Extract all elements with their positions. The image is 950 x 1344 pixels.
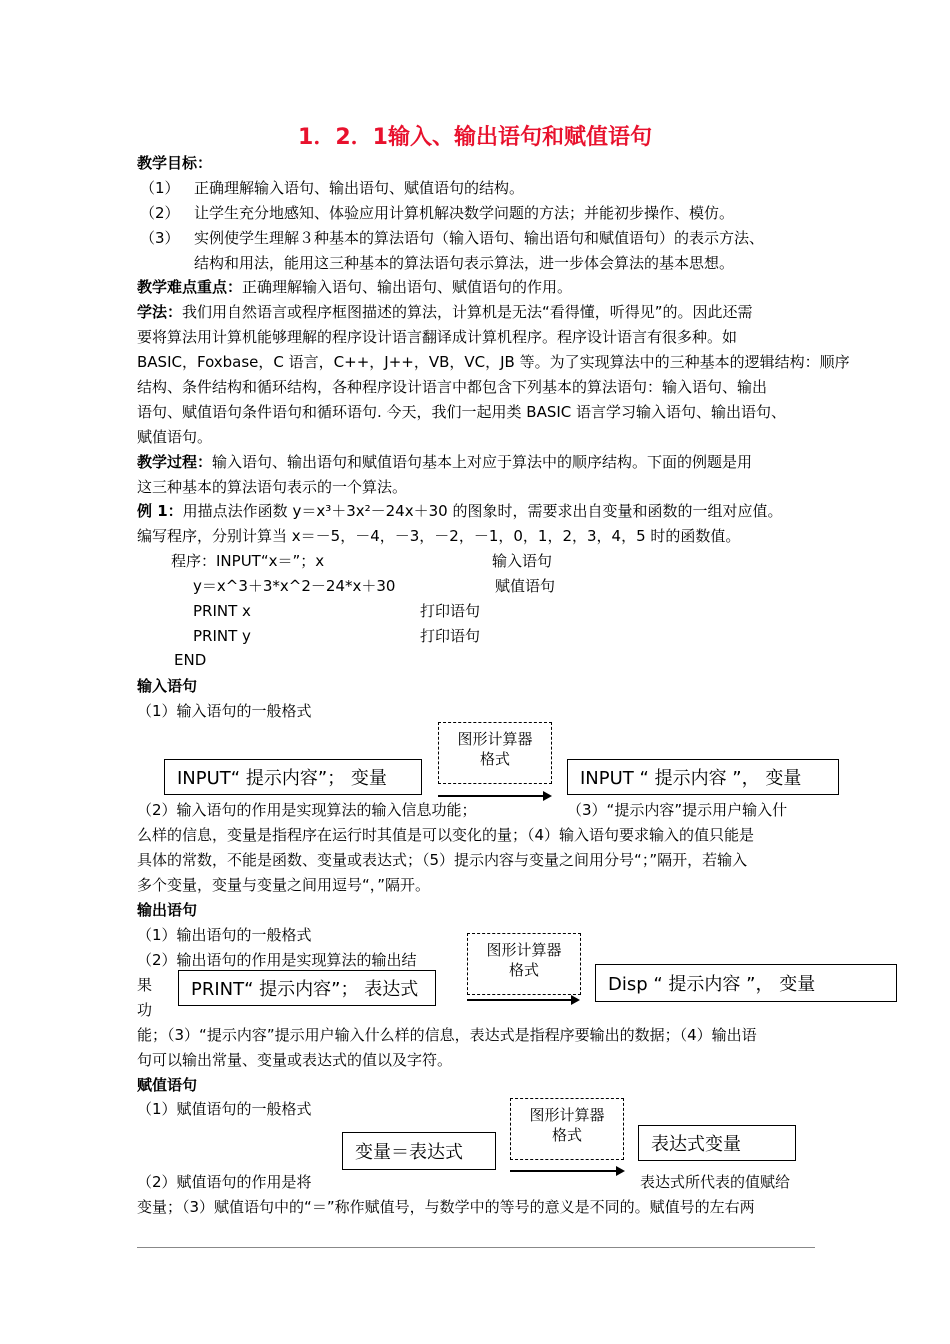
example-text-1: 用描点法作函数 y＝x³＋3x²－24x＋30 的图象时，需要求出自变量和函数的一组对应值。 <box>182 502 783 520</box>
output-line-2: 句可以输出常量、变量或表达式的值以及字符。 <box>137 1051 453 1069</box>
output-calculator-format-box <box>467 933 581 995</box>
method-label: 学法： <box>137 303 183 321</box>
example-line-2: 编写程序，分别计算当 x＝－5，－4，－3，－2，－1，0，1，2，3，4，5 时的函数值。 <box>137 527 741 545</box>
assign-heading: 赋值语句 <box>137 1076 198 1094</box>
goal-text-2: 让学生充分地感知、体验应用计算机解决数学问题的方法；并能初步操作、模仿。 <box>194 204 735 222</box>
output-char-2: 功 <box>137 1001 153 1019</box>
method-line-5: 语句、赋值语句条件语句和循环语句. 今天，我们一起用类 BASIC 语言学习输入语句、输出语句、 <box>137 403 787 421</box>
page-title: 1．2．1输入、输出语句和赋值语句 <box>298 125 652 150</box>
goal-num-3: （3） <box>140 229 180 247</box>
method-line-2: 要将算法用计算机能够理解的程序设计语言翻译成计算机程序。程序设计语言有很多种。如 <box>137 328 738 346</box>
output-char-1: 果 <box>137 976 153 994</box>
program-code-5: END <box>174 651 207 669</box>
method-line-6: 赋值语句。 <box>137 428 213 446</box>
program-code-1: 程序：INPUT“x＝”；x <box>171 552 325 570</box>
output-heading: 输出语句 <box>137 901 198 919</box>
input-line-2: 具体的常数，不能是函数、变量或表达式；（5）提示内容与变量之间用分号“；”隔开，若输入 <box>137 851 748 869</box>
program-comment-4: 打印语句 <box>420 627 481 645</box>
goal-text-3: 实例使学生理解３种基本的算法语句（输入语句、输出语句和赋值语句）的表示方法、 <box>194 229 765 247</box>
output-line-1: 能；（3）“提示内容”提示用户输入什么样的信息，表达式是指程序要输出的数据；（4）输出语 <box>137 1026 757 1044</box>
key-points <box>137 277 572 297</box>
output-calculator-box: Disp “ 提示内容 ”， 变量 <box>595 964 897 1002</box>
assign-line-1: 变量；（3）赋值语句中的“＝”称作赋值号，与数学中的等号的意义是不同的。赋值号的左右两 <box>137 1198 755 1216</box>
process-line-2: 这三种基本的算法语句表示的一个算法。 <box>137 478 408 496</box>
input-sub-1: （1）输入语句的一般格式 <box>137 702 312 720</box>
process-text-1: 输入语句、输出语句和赋值语句基本上对应于算法中的顺序结构。下面的例题是用 <box>212 453 753 471</box>
assign-arrow <box>510 1170 623 1172</box>
input-calculator-box: INPUT “ 提示内容 ”， 变量 <box>567 759 839 795</box>
goal-text-3b: 结构和用法，能用这三种基本的算法语句表示算法，进一步体会算法的基本思想。 <box>194 254 735 272</box>
program-code-3: PRINT x <box>193 602 251 620</box>
example-label: 例 1： <box>137 502 183 520</box>
method-line-3: BASIC，Foxbase，C 语言，C++，J++，VB，VC，JB 等。为了实现算法中的三种基本的逻辑结构：顺序 <box>137 353 850 371</box>
output-sub-1: （1）输出语句的一般格式 <box>137 926 312 944</box>
goal-num-2: （2） <box>140 204 180 222</box>
method-line-1 <box>137 302 753 322</box>
input-heading: 输入语句 <box>137 677 198 695</box>
program-comment-3: 打印语句 <box>420 602 481 620</box>
goal-text-1: 正确理解输入语句、输出语句、赋值语句的结构。 <box>194 179 525 197</box>
output-dashed-line-2: 格式 <box>508 961 539 979</box>
method-text-1: 我们用自然语言或程序框图描述的算法，计算机是无法“看得懂，听得见”的。因此还需 <box>182 303 753 321</box>
method-line-4: 结构、条件结构和循环结构，各种程序设计语言中都包含下列基本的算法语句：输入语句、输出 <box>137 378 768 396</box>
example-line-1 <box>137 501 782 521</box>
output-arrow <box>467 999 578 1001</box>
program-comment-1: 输入语句 <box>492 552 553 570</box>
assign-sub-2b: 表达式所代表的值赋给 <box>640 1173 791 1191</box>
assign-format-box: 变量＝表达式 <box>342 1132 496 1170</box>
process-label: 教学过程： <box>137 453 213 471</box>
output-dashed-line-1: 图形计算器 <box>486 941 562 959</box>
input-dashed-line-2: 格式 <box>479 750 510 768</box>
assign-calculator-format-box <box>510 1098 624 1160</box>
output-format-box: PRINT“ 提示内容”； 表达式 <box>178 970 436 1006</box>
input-format-box: INPUT“ 提示内容”； 变量 <box>164 759 422 795</box>
input-line-3: 多个变量，变量与变量之间用逗号“，”隔开。 <box>137 876 431 894</box>
assign-sub-1: （1）赋值语句的一般格式 <box>137 1100 312 1118</box>
input-sub-3: （3）“提示内容”提示用户输入什 <box>567 801 788 819</box>
key-points-label: 教学难点重点： <box>137 278 243 296</box>
input-line-1: 么样的信息，变量是指程序在运行时其值是可以变化的量；（4）输入语句要求输入的值只能是 <box>137 826 755 844</box>
key-points-text: 正确理解输入语句、输出语句、赋值语句的作用。 <box>242 278 573 296</box>
program-comment-2: 赋值语句 <box>495 577 556 595</box>
input-arrow <box>438 795 550 797</box>
output-sub-2: （2）输出语句的作用是实现算法的输出结 <box>137 951 417 969</box>
input-sub-2: （2）输入语句的作用是实现算法的输入信息功能； <box>137 801 477 819</box>
footer-divider <box>137 1247 815 1248</box>
goals-heading: 教学目标： <box>137 154 213 172</box>
assign-sub-2a: （2）赋值语句的作用是将 <box>137 1173 312 1191</box>
process-line-1 <box>137 452 752 472</box>
input-dashed-line-1: 图形计算器 <box>457 730 533 748</box>
assign-dashed-line-1: 图形计算器 <box>529 1106 605 1124</box>
assign-dashed-line-2: 格式 <box>551 1126 582 1144</box>
assign-calculator-box: 表达式变量 <box>638 1125 796 1161</box>
input-calculator-format-box <box>438 722 552 784</box>
goal-num-1: （1） <box>140 179 180 197</box>
program-code-4: PRINT y <box>193 627 251 645</box>
program-code-2: y＝x^3＋3*x^2－24*x＋30 <box>193 577 396 595</box>
